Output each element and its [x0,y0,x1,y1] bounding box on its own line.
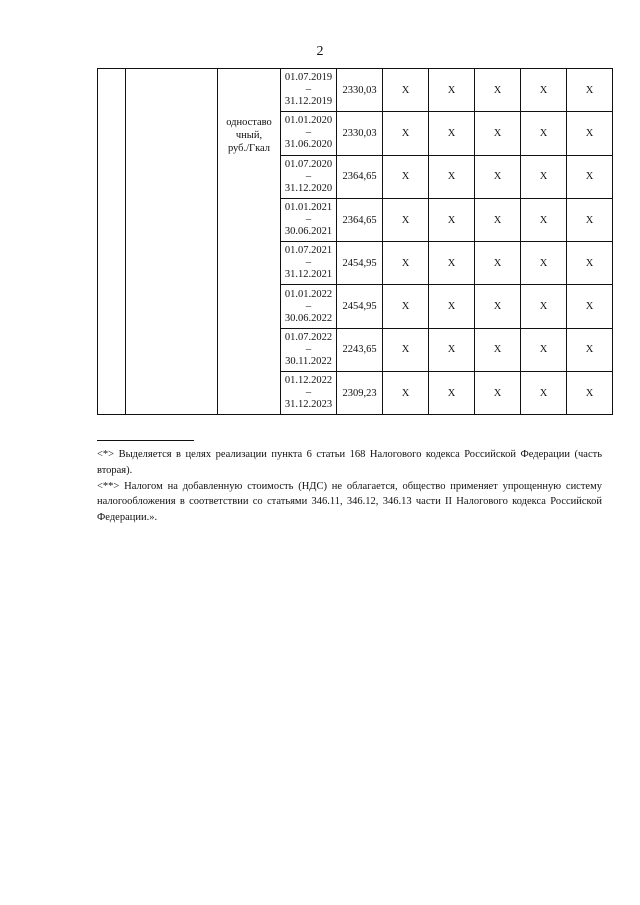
period-from: 01.07.2019 [284,72,333,84]
period-dash: – [305,84,312,96]
period-cell [281,285,337,328]
x-mark-cell: X [475,242,521,285]
unit-label-line: руб./Гкал [227,143,271,155]
period-from: 01.07.2021 [284,245,333,257]
x-mark-cell: X [429,328,475,371]
page-number: 2 [316,44,324,59]
period-to: 31.06.2020 [284,139,333,151]
x-mark-cell: X [567,242,613,285]
x-mark-cell: X [475,372,521,415]
name-cell [126,69,218,415]
table-row [98,69,613,112]
period-from: 01.01.2022 [284,288,333,300]
tariff-value-cell: 2330,03 [337,112,383,155]
x-mark-cell: X [521,372,567,415]
x-mark-cell: X [521,69,567,112]
x-mark-cell: X [475,69,521,112]
x-mark-cell: X [567,155,613,198]
tariff-value-cell: 2330,03 [337,69,383,112]
period-to: 30.06.2021 [284,226,333,238]
tariff-value-cell: 2243,65 [337,328,383,371]
tariff-value-cell: 2364,65 [337,198,383,241]
period-from: 01.12.2022 [284,375,333,387]
x-mark-cell: X [567,198,613,241]
period-dash: – [305,257,312,269]
footnote-divider [97,440,194,441]
x-mark-cell: X [521,155,567,198]
x-mark-cell: X [521,242,567,285]
x-mark-cell: X [475,112,521,155]
x-mark-cell: X [383,112,429,155]
period-cell [281,198,337,241]
unit-label-line: чный, [235,130,263,142]
x-mark-cell: X [429,242,475,285]
period-to: 31.12.2021 [284,269,333,281]
x-mark-cell: X [475,328,521,371]
x-mark-cell: X [521,198,567,241]
period-dash: – [305,343,312,355]
tariff-value-cell: 2454,95 [337,285,383,328]
period-to: 31.12.2023 [284,399,333,411]
x-mark-cell: X [383,155,429,198]
x-mark-cell: X [475,155,521,198]
x-mark-cell: X [429,198,475,241]
x-mark-cell: X [383,198,429,241]
x-mark-cell: X [383,328,429,371]
period-from: 01.01.2020 [284,115,333,127]
period-cell [281,372,337,415]
period-dash: – [305,300,312,312]
x-mark-cell: X [521,328,567,371]
period-cell [281,155,337,198]
x-mark-cell: X [383,242,429,285]
tariff-value-cell: 2364,65 [337,155,383,198]
period-cell [281,69,337,112]
x-mark-cell: X [567,69,613,112]
x-mark-cell: X [429,372,475,415]
period-from: 01.01.2021 [284,201,333,213]
x-mark-cell: X [521,285,567,328]
x-mark-cell: X [429,285,475,328]
x-mark-cell: X [383,285,429,328]
period-cell [281,328,337,371]
footnote-1: <*> Выделяется в целях реализации пункта 6 статьи 168 Налогового кодекса Российской Федерации (часть вторая). [97,449,602,476]
unit-cell [218,69,281,415]
period-to: 30.11.2022 [285,355,332,367]
footnotes [97,440,602,526]
unit-label-line: одноставо [226,117,272,128]
period-from: 01.07.2022 [284,331,333,343]
x-mark-cell: X [429,69,475,112]
x-mark-cell: X [567,372,613,415]
tariff-table-body [98,69,613,415]
period-cell [281,112,337,155]
period-to: 30.06.2022 [284,312,333,324]
period-dash: – [305,387,312,399]
x-mark-cell: X [429,155,475,198]
period-cell [281,242,337,285]
period-dash: – [305,170,312,182]
period-dash: – [305,214,312,225]
footnote-2: <**> Налогом на добавленную стоимость (НДС) не облагается, общество применяет упрощенную систему налогообложения в соответствии со статьями 346.11, 346.12, 346.13 части II Налогового кодекса Российской Федерации.». [97,480,602,523]
period-dash: – [305,127,312,139]
x-mark-cell: X [383,69,429,112]
x-mark-cell: X [475,285,521,328]
period-to: 31.12.2019 [284,96,333,108]
row-number-cell [98,69,126,415]
period-from: 01.07.2020 [284,158,333,170]
x-mark-cell: X [475,198,521,241]
x-mark-cell: X [567,285,613,328]
x-mark-cell: X [429,112,475,155]
x-mark-cell: X [521,112,567,155]
period-to: 31.12.2020 [284,182,333,194]
x-mark-cell: X [383,372,429,415]
x-mark-cell: X [567,328,613,371]
tariff-table [97,68,613,415]
x-mark-cell: X [567,112,613,155]
tariff-value-cell: 2454,95 [337,242,383,285]
tariff-value-cell: 2309,23 [337,372,383,415]
